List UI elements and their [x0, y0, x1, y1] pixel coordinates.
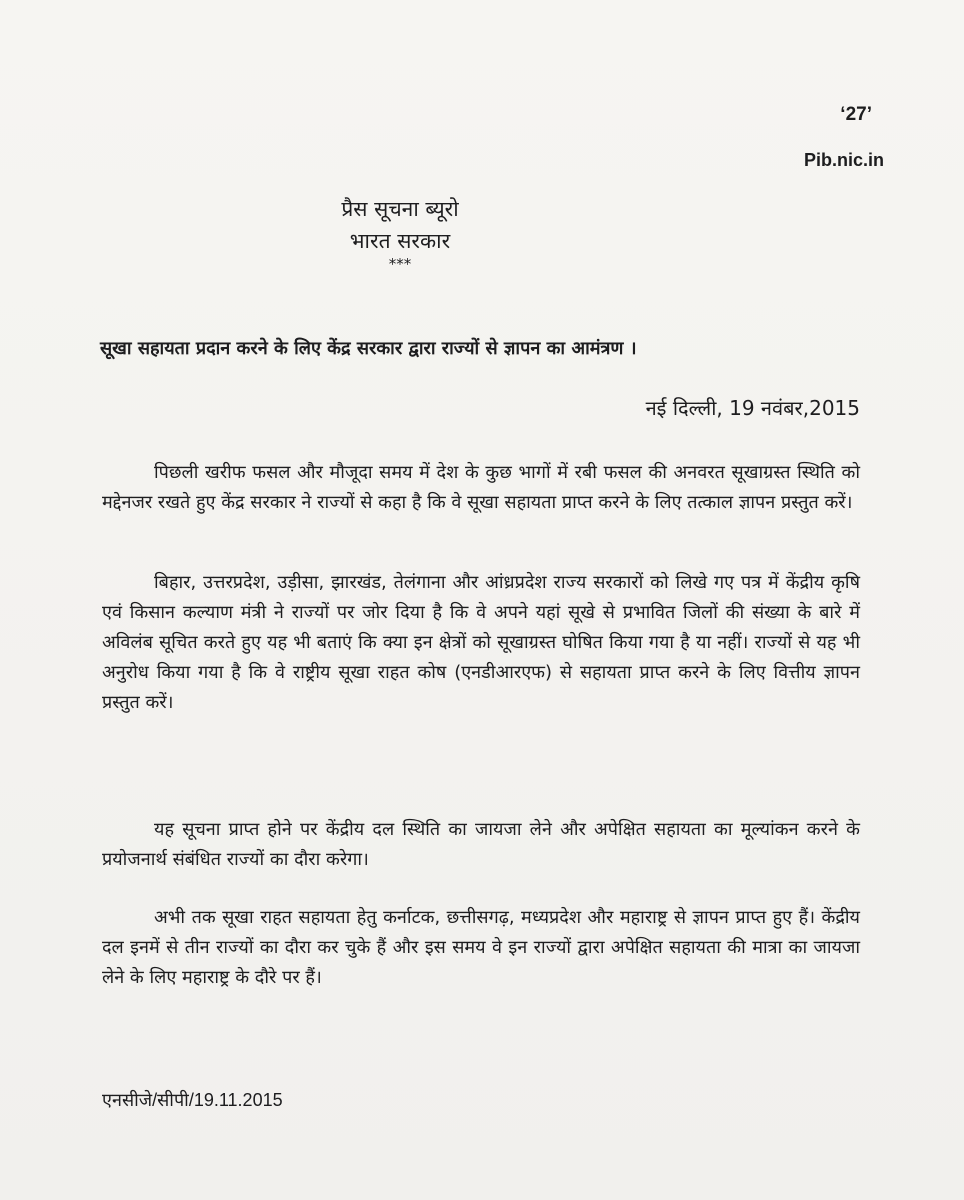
- website-label: Pib.nic.in: [803, 150, 884, 170]
- government-name: भारत सरकार: [349, 229, 451, 253]
- separator-stars: ***: [388, 255, 412, 273]
- office-name: प्रैस सूचना ब्यूरो: [341, 197, 459, 221]
- paragraph-4: अभी तक सूखा राहत सहायता हेतु कर्नाटक, छत्तीसगढ़, मध्यप्रदेश और महाराष्ट्र से ज्ञापन प्राप्त हुए हैं। केंद्रीय दल इनमें से तीन राज्यों का दौरा कर चुके हैं और इस समय वे इन राज्यों द्वारा अपेक्षित सहायता की मात्रा का जायजा लेने के लिए महाराष्ट्र के दौरे पर हैं।: [102, 907, 860, 988]
- press-release-headline: सूखा सहायता प्रदान करने के लिए केंद्र सरकार द्वारा राज्यों से ज्ञापन का आमंत्रण ।: [100, 338, 637, 359]
- letterhead: [280, 193, 520, 271]
- reference-code: एनसीजे/सीपी/19.11.2015: [102, 1090, 283, 1110]
- dateline: नई दिल्ली, 19 नवंबर,2015: [645, 396, 860, 420]
- paragraph-1: पिछली खरीफ फसल और मौजूदा समय में देश के कुछ भागों में रबी फसल की अनवरत सूखाग्रस्त स्थिति को मद्देनजर रखते हुए केंद्र सरकार ने राज्यों से कहा है कि वे सूखा सहायता प्राप्त करने के लिए तत्काल ज्ञापन प्रस्तुत करें।: [102, 462, 860, 513]
- paragraph-2: बिहार, उत्तरप्रदेश, उड़ीसा, झारखंड, तेलंगाना और आंध्रप्रदेश राज्य सरकारों को लिखे गए पत्र में केंद्रीय कृषि एवं किसान कल्याण मंत्री ने राज्यों पर जोर दिया है कि वे अपने यहां सूखे से प्रभावित जिलों की संख्या के बारे में अविलंब सूचित करते हुए यह भी बताएं कि क्या इन क्षेत्रों को सूखाग्रस्त घोषित किया गया है या नहीं। राज्यों से यह भी अनुरोध किया गया है कि वे राष्ट्रीय सूखा राहत कोष (एनडीआरएफ) से सहायता प्राप्त करने के लिए वित्तीय ज्ञापन प्रस्तुत करें।: [102, 572, 860, 713]
- paragraph-3: यह सूचना प्राप्त होने पर केंद्रीय दल स्थिति का जायजा लेने और अपेक्षित सहायता का मूल्यांकन करने के प्रयोजनार्थ संबंधित राज्यों का दौरा करेगा।: [102, 819, 860, 870]
- page-number: ‘27’: [840, 104, 872, 125]
